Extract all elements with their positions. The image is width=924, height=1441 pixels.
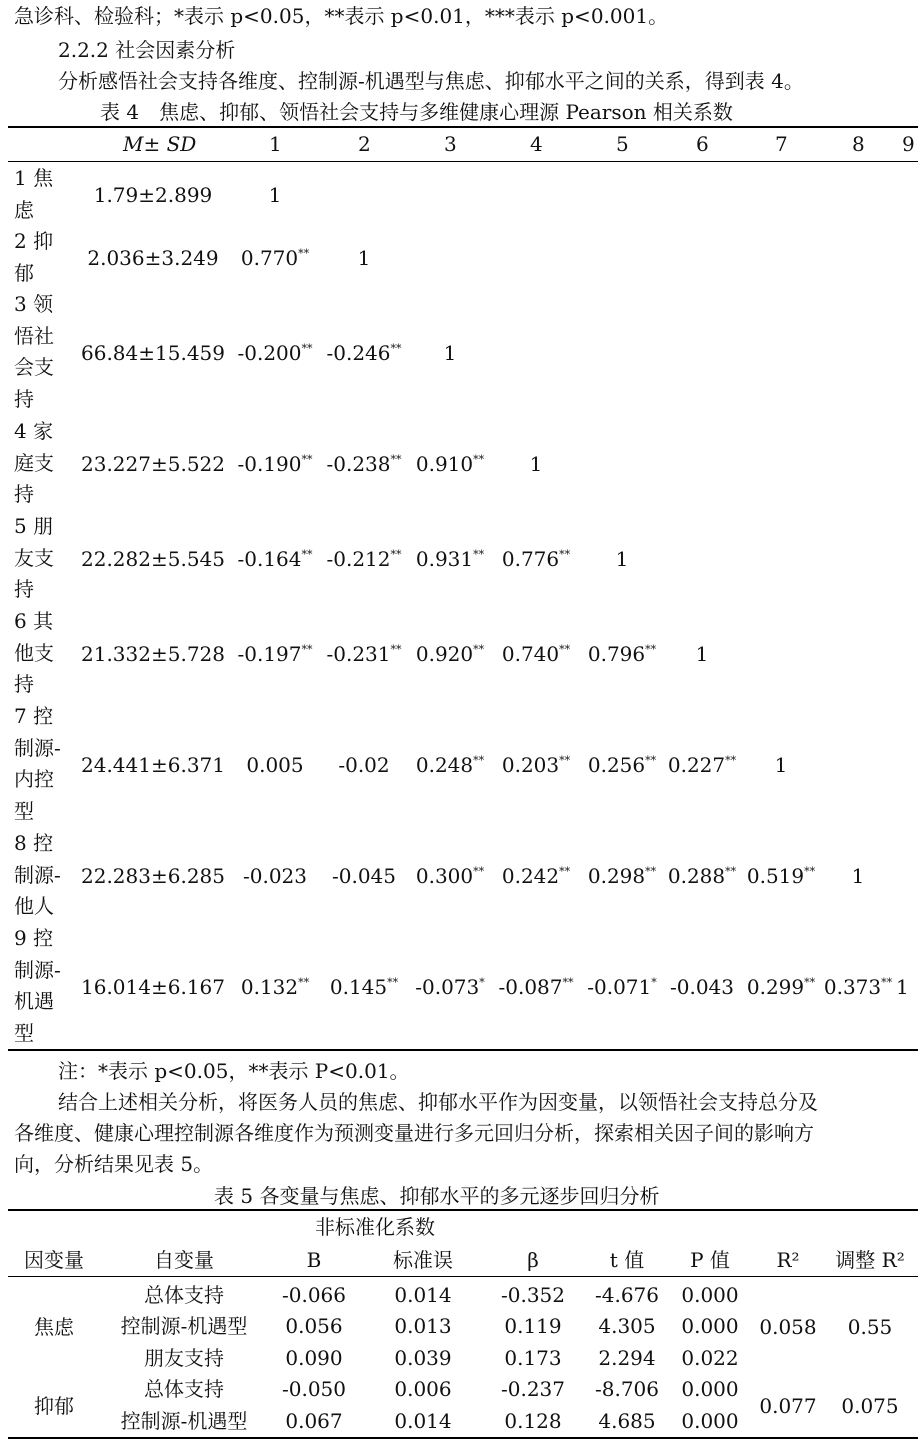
significance-marker: ** bbox=[725, 753, 737, 767]
significance-marker: ** bbox=[473, 642, 485, 656]
table4-row-label: 2 抑郁 bbox=[14, 229, 54, 285]
table5-cell: 0.006 bbox=[394, 1377, 452, 1402]
table5-cell: 0.173 bbox=[504, 1345, 562, 1370]
table5-cell: 0.022 bbox=[681, 1345, 739, 1370]
table5-cell: 4.305 bbox=[598, 1314, 656, 1339]
table4-cell-value: 0.776 bbox=[501, 546, 560, 571]
table4-cell-value: -0.231 bbox=[326, 641, 391, 666]
table5-cell: 0.067 bbox=[285, 1408, 343, 1433]
table4-cell bbox=[319, 544, 409, 575]
table4-cell-value: -0.073 bbox=[415, 974, 480, 999]
table4-cell bbox=[319, 750, 409, 781]
table4-cell-value: 1 bbox=[268, 182, 282, 207]
table4-cell-value: -0.238 bbox=[326, 451, 391, 476]
table5-independent-variable: 总体支持 bbox=[144, 1377, 224, 1402]
table5-cell: 0.056 bbox=[285, 1314, 343, 1339]
table4-cell bbox=[405, 861, 495, 892]
significance-marker: ** bbox=[559, 642, 571, 656]
table4-cell-value: 0.227 bbox=[667, 752, 726, 777]
table5-cell: 0.014 bbox=[394, 1408, 452, 1433]
table4-cell-value: 0.248 bbox=[415, 752, 474, 777]
significance-marker: ** bbox=[804, 864, 816, 878]
table4-cell bbox=[491, 972, 581, 1003]
significance-marker: * bbox=[479, 975, 485, 989]
significance-marker: ** bbox=[390, 452, 402, 466]
table4-cell bbox=[577, 750, 667, 781]
table4-note: 注：*表示 p<0.05，**表示 P<0.01。 bbox=[58, 1059, 410, 1083]
table5-col-header: t 值 bbox=[609, 1248, 645, 1272]
table4-col-header: 7 bbox=[775, 132, 788, 156]
table4-cell bbox=[813, 861, 903, 892]
table4-col-header: 4 bbox=[530, 132, 543, 156]
table4-cell bbox=[230, 750, 320, 781]
table4-cell bbox=[230, 180, 320, 211]
table5-bottom-rule bbox=[8, 1437, 918, 1439]
table4-cell bbox=[230, 243, 320, 274]
significance-marker: ** bbox=[298, 246, 310, 260]
table4-cell-value: 0.298 bbox=[587, 863, 646, 888]
significance-marker: ** bbox=[387, 975, 399, 989]
table4-row-label: 7 控制源-内控型 bbox=[14, 704, 61, 823]
paragraph-table5-intro-line3: 向，分析结果见表 5。 bbox=[14, 1152, 214, 1176]
table5-col-header: 调整 R² bbox=[835, 1248, 905, 1272]
table4-cell-value: -0.043 bbox=[669, 974, 734, 999]
table4-cell-value: 1 bbox=[615, 546, 629, 571]
table4-row-msd: 16.014±6.167 bbox=[81, 974, 225, 999]
table4-row-msd: 24.441±6.371 bbox=[81, 752, 225, 777]
table4-cell bbox=[657, 750, 747, 781]
table4-cell-value: -0.045 bbox=[331, 863, 396, 888]
table4-cell bbox=[813, 972, 903, 1003]
table4-cell-value: 0.519 bbox=[746, 863, 805, 888]
table4-cell-value: -0.200 bbox=[237, 340, 302, 365]
table5-cell: 0.039 bbox=[394, 1345, 452, 1370]
significance-marker: ** bbox=[473, 753, 485, 767]
table4-cell bbox=[405, 544, 495, 575]
table4-cell bbox=[319, 639, 409, 670]
table5-cell: -0.066 bbox=[281, 1283, 346, 1307]
significance-marker: ** bbox=[390, 547, 402, 561]
table5-cell: 0.000 bbox=[681, 1314, 739, 1339]
paragraph-table5-intro-line2: 各维度、健康心理控制源各维度作为预测变量进行多元回归分析，探索相关因子间的影响方 bbox=[14, 1121, 814, 1145]
table5-cell: -0.352 bbox=[500, 1283, 565, 1307]
table4-header-msd bbox=[123, 129, 196, 160]
table4-cell bbox=[319, 243, 409, 274]
table4-cell-value: 0.242 bbox=[501, 863, 560, 888]
table5-header-rule bbox=[8, 1276, 918, 1277]
table4-cell bbox=[230, 639, 320, 670]
table4-row-msd: 1.79±2.899 bbox=[93, 182, 213, 207]
table4-cell bbox=[491, 544, 581, 575]
table5-cell: 0.000 bbox=[681, 1283, 739, 1307]
table4-cell-value: -0.087 bbox=[498, 974, 563, 999]
table4-cell-value: 1 bbox=[851, 863, 865, 888]
table5-caption: 表 5 各变量与焦虑、抑郁水平的多元逐步回归分析 bbox=[214, 1184, 660, 1208]
table4-col-header: 2 bbox=[358, 132, 371, 156]
table4-caption: 表 4 焦虑、抑郁、领悟社会支持与多维健康心理源 Pearson 相关系数 bbox=[100, 100, 733, 124]
table5-dependent-variable: 抑郁 bbox=[34, 1393, 74, 1418]
table5-cell: 0.014 bbox=[394, 1283, 452, 1307]
table5-cell: -8.706 bbox=[594, 1377, 659, 1402]
table4-cell-value: 0.373 bbox=[823, 974, 882, 999]
table4-row-label: 1 焦虑 bbox=[14, 166, 54, 222]
table5-adjusted-r-squared: 0.075 bbox=[841, 1393, 899, 1418]
table4-cell-value: 0.288 bbox=[667, 863, 726, 888]
significance-marker: ** bbox=[645, 642, 657, 656]
significance-marker: ** bbox=[473, 452, 485, 466]
significance-marker: * bbox=[651, 975, 657, 989]
table4-cell bbox=[657, 972, 747, 1003]
table4-cell-value: 0.920 bbox=[415, 641, 474, 666]
significance-marker: ** bbox=[562, 975, 574, 989]
table4-row-label: 4 家庭支持 bbox=[14, 419, 54, 506]
table4-row-msd: 66.84±15.459 bbox=[81, 340, 225, 365]
table4-bottom-rule bbox=[8, 1049, 918, 1051]
table5-col-header: β bbox=[527, 1248, 539, 1272]
table4-cell-value: -0.190 bbox=[237, 451, 302, 476]
table4-cell bbox=[319, 338, 409, 369]
table4-col-header: 5 bbox=[616, 132, 629, 156]
table4-row-msd: 22.282±5.545 bbox=[81, 546, 225, 571]
table5-cell: 4.685 bbox=[598, 1408, 656, 1433]
table4-cell bbox=[405, 338, 495, 369]
table4-cell bbox=[577, 639, 667, 670]
paragraph-table5-intro-line1: 结合上述相关分析，将医务人员的焦虑、抑郁水平作为因变量，以领悟社会支持总分及 bbox=[58, 1090, 818, 1114]
table5-col-header: 自变量 bbox=[154, 1248, 214, 1272]
table5-cell: 0.128 bbox=[504, 1408, 562, 1433]
table4-cell-value: -0.164 bbox=[237, 546, 302, 571]
table4-cell bbox=[230, 861, 320, 892]
significance-marker: ** bbox=[725, 864, 737, 878]
table4-cell bbox=[319, 861, 409, 892]
table4-row-msd: 21.332±5.728 bbox=[81, 641, 225, 666]
table4-cell-value: -0.071 bbox=[587, 974, 652, 999]
table4-cell-value: 1 bbox=[695, 641, 709, 666]
table4-top-rule bbox=[8, 126, 918, 128]
table5-independent-variable: 朋友支持 bbox=[144, 1345, 224, 1370]
significance-marker: ** bbox=[298, 975, 310, 989]
significance-marker: ** bbox=[645, 753, 657, 767]
table5-col-header: R² bbox=[776, 1248, 800, 1272]
table5-adjusted-r-squared: 0.55 bbox=[847, 1315, 893, 1340]
table4-cell bbox=[230, 544, 320, 575]
table4-row-msd: 22.283±6.285 bbox=[81, 863, 225, 888]
table4-cell-value: 0.005 bbox=[246, 752, 304, 777]
table4-cell bbox=[405, 750, 495, 781]
table4-cell bbox=[491, 861, 581, 892]
table4-row-msd: 23.227±5.522 bbox=[81, 451, 225, 476]
table5-dependent-variable: 焦虑 bbox=[34, 1315, 74, 1340]
table4-cell-value: 1 bbox=[529, 451, 543, 476]
table4-cell bbox=[657, 639, 747, 670]
table4-cell-value: -0.197 bbox=[237, 641, 302, 666]
table4-cell-value: 0.796 bbox=[587, 641, 646, 666]
table4-cell bbox=[230, 449, 320, 480]
paragraph-table4-intro: 分析感悟社会支持各维度、控制源-机遇型与焦虑、抑郁水平之间的关系，得到表 4。 bbox=[58, 69, 804, 93]
significance-marker: ** bbox=[473, 864, 485, 878]
table4-cell-value: 0.931 bbox=[415, 546, 474, 571]
table4-cell bbox=[405, 639, 495, 670]
table4-row-label: 8 控制源-他人 bbox=[14, 831, 61, 918]
table4-cell bbox=[577, 861, 667, 892]
table4-cell bbox=[491, 449, 581, 480]
table5-cell: -0.237 bbox=[500, 1377, 565, 1402]
table4-cell-value: -0.246 bbox=[326, 340, 391, 365]
table4-cell-value: 0.203 bbox=[501, 752, 560, 777]
table5-independent-variable: 总体支持 bbox=[144, 1283, 224, 1307]
table4-cell-value: 1 bbox=[774, 752, 788, 777]
table5-cell: 0.000 bbox=[681, 1377, 739, 1402]
table4-cell bbox=[405, 449, 495, 480]
significance-marker: ** bbox=[390, 341, 402, 355]
table5-r-squared: 0.058 bbox=[759, 1315, 817, 1340]
table4-row-msd: 2.036±3.249 bbox=[87, 245, 219, 270]
table5-cell: -4.676 bbox=[594, 1283, 659, 1307]
table4-col-header: 9 bbox=[902, 132, 915, 156]
table5-cell: 2.294 bbox=[598, 1345, 656, 1370]
table4-col-header: 3 bbox=[444, 132, 457, 156]
significance-marker: ** bbox=[390, 642, 402, 656]
table4-cell-value: 0.770 bbox=[240, 245, 299, 270]
table4-cell bbox=[319, 449, 409, 480]
table4-cell-value: 0.132 bbox=[240, 974, 299, 999]
table4-cell-value: 0.740 bbox=[501, 641, 560, 666]
significance-marker: ** bbox=[301, 547, 313, 561]
table4-cell bbox=[736, 750, 826, 781]
table4-cell bbox=[577, 972, 667, 1003]
table4-cell bbox=[491, 639, 581, 670]
table4-row-label: 6 其他支持 bbox=[14, 609, 54, 696]
section-heading: 2.2.2 社会因素分析 bbox=[58, 38, 236, 62]
table4-cell bbox=[230, 338, 320, 369]
table4-cell bbox=[577, 544, 667, 575]
significance-marker: ** bbox=[473, 547, 485, 561]
table5-r-squared: 0.077 bbox=[759, 1393, 817, 1418]
table4-header-rule bbox=[8, 161, 918, 162]
msd-header-text: M± SD bbox=[123, 132, 197, 156]
table4-cell-value: 1 bbox=[357, 245, 371, 270]
table4-cell bbox=[405, 972, 495, 1003]
significance-marker: ** bbox=[301, 341, 313, 355]
table5-col-header: B bbox=[306, 1248, 322, 1272]
significance-marker: ** bbox=[881, 975, 893, 989]
table4-col-header: 8 bbox=[852, 132, 865, 156]
table4-row-label: 3 领悟社会支持 bbox=[14, 292, 54, 411]
table5-col-header: 因变量 bbox=[24, 1248, 84, 1272]
table4-cell-value: 0.300 bbox=[415, 863, 474, 888]
table5-top-rule bbox=[8, 1209, 918, 1211]
table5-cell: -0.050 bbox=[281, 1377, 346, 1402]
table4-col-header: 1 bbox=[269, 132, 282, 156]
significance-marker: ** bbox=[301, 452, 313, 466]
table4-cell bbox=[657, 861, 747, 892]
table4-cell-value: 0.910 bbox=[415, 451, 474, 476]
table5-independent-variable: 控制源-机遇型 bbox=[120, 1408, 248, 1433]
table4-cell bbox=[491, 750, 581, 781]
table4-cell-value: 0.256 bbox=[587, 752, 646, 777]
significance-marker: ** bbox=[804, 975, 816, 989]
intro-line: 急诊科、检验科；*表示 p<0.05，**表示 p<0.01，***表示 p<0.001。 bbox=[14, 4, 669, 28]
significance-marker: ** bbox=[301, 642, 313, 656]
table4-cell-value: 0.299 bbox=[746, 974, 805, 999]
table4-cell bbox=[896, 972, 916, 1003]
significance-marker: ** bbox=[559, 864, 571, 878]
table4-cell-value: -0.212 bbox=[326, 546, 391, 571]
table4-cell bbox=[230, 972, 320, 1003]
table5-group-header: 非标准化系数 bbox=[315, 1215, 435, 1239]
table5-col-header: 标准误 bbox=[393, 1248, 453, 1272]
significance-marker: ** bbox=[559, 753, 571, 767]
table4-cell bbox=[319, 972, 409, 1003]
table4-row-label: 5 朋友支持 bbox=[14, 514, 54, 601]
table4-cell-value: 0.145 bbox=[329, 974, 388, 999]
significance-marker: ** bbox=[645, 864, 657, 878]
table5-col-header: P 值 bbox=[690, 1248, 730, 1272]
table5-cell: 0.000 bbox=[681, 1408, 739, 1433]
significance-marker: ** bbox=[559, 547, 571, 561]
table4-col-header: 6 bbox=[696, 132, 709, 156]
table4-row-label: 9 控制源-机遇型 bbox=[14, 926, 61, 1045]
table4-cell-value: 1 bbox=[896, 974, 909, 999]
table4-cell-value: -0.023 bbox=[242, 863, 307, 888]
table4-cell-value: -0.02 bbox=[338, 752, 390, 777]
table5-independent-variable: 控制源-机遇型 bbox=[120, 1314, 248, 1339]
table5-cell: 0.119 bbox=[504, 1314, 562, 1339]
table5-cell: 0.013 bbox=[394, 1314, 452, 1339]
table4-cell-value: 1 bbox=[443, 340, 457, 365]
table5-cell: 0.090 bbox=[285, 1345, 343, 1370]
